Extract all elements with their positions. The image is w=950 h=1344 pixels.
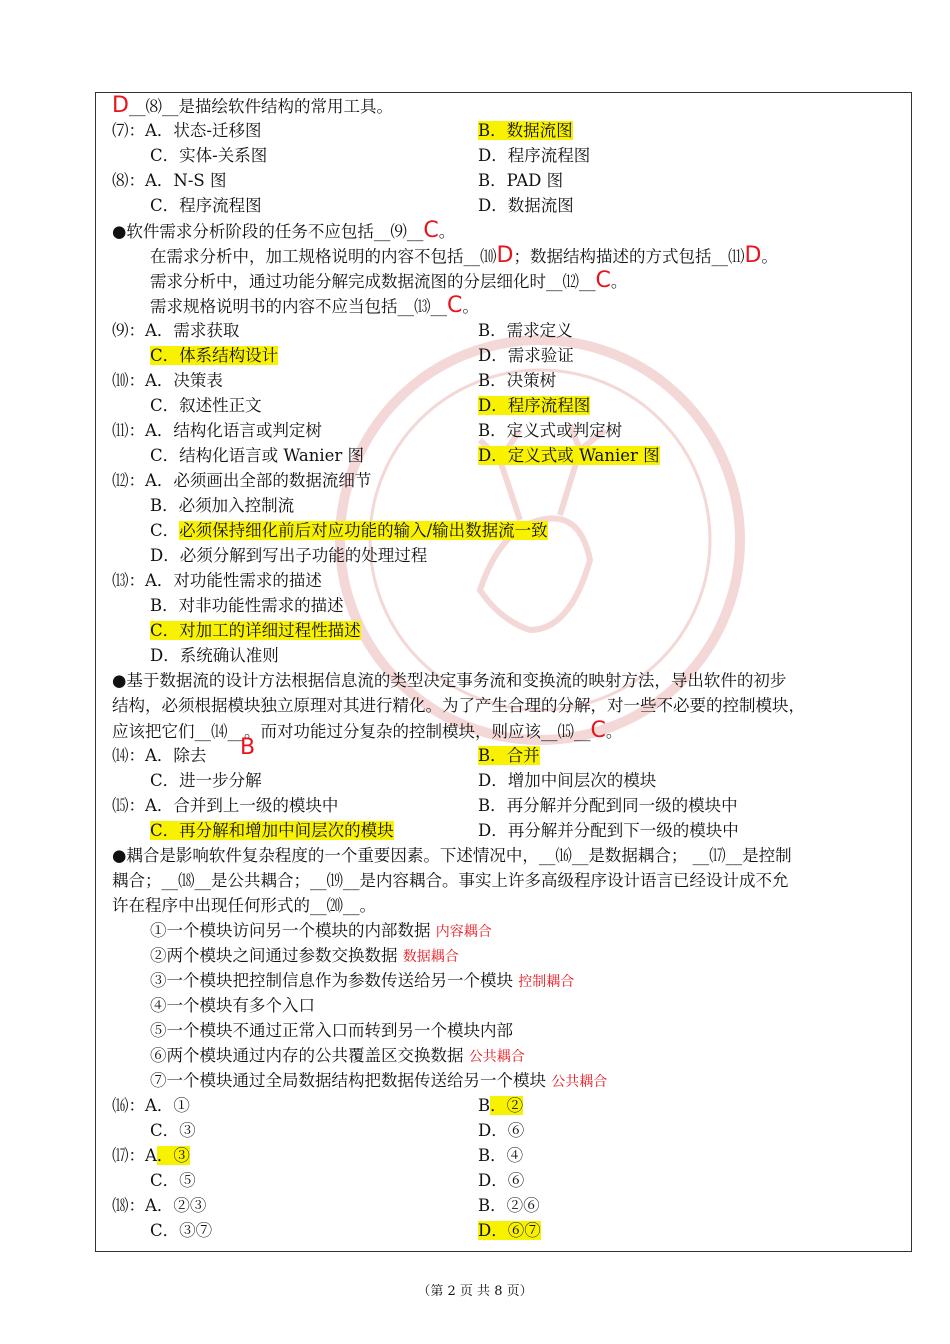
text-line xyxy=(150,520,548,542)
text-run: D．再分解并分配到下一级的模块中 xyxy=(478,821,739,840)
highlighted-answer: ．② xyxy=(490,1096,524,1115)
text-line xyxy=(150,395,262,417)
text-run: C．⑤ xyxy=(150,1171,196,1190)
text-line xyxy=(240,737,255,760)
text-run: B．决策树 xyxy=(478,371,557,390)
text-run: ③一个模块把控制信息作为参数传送给另一个模块 xyxy=(150,971,519,990)
page-footer: （第 2 页 共 8 页） xyxy=(417,1284,533,1299)
text-line xyxy=(150,445,364,467)
text-run: ●耦合是影响软件复杂程度的一个重要因素。下述情况中，__⒃__是数据耦合； __⒄__是控制 xyxy=(112,846,792,865)
text-line xyxy=(150,620,361,642)
text-line xyxy=(112,745,206,767)
handwritten-annotation: 公共耦合 xyxy=(551,1074,608,1090)
text-line xyxy=(112,1195,206,1217)
handwritten-annotation: B xyxy=(240,735,256,760)
text-run: ⑼：A．需求获取 xyxy=(112,321,240,340)
text-line xyxy=(150,270,627,293)
text-run: ⒄：A xyxy=(112,1146,157,1165)
text-line xyxy=(150,1070,607,1093)
text-run: B xyxy=(478,1096,491,1115)
highlighted-answer: C．对加工的详细过程性描述 xyxy=(150,621,361,640)
text-run: C．程序流程图 xyxy=(150,196,262,215)
text-run: 。 xyxy=(438,222,456,241)
text-run: 。 xyxy=(761,247,778,266)
text-line xyxy=(150,970,574,993)
text-line xyxy=(150,820,394,842)
text-run: B．对非功能性需求的描述 xyxy=(150,596,344,615)
highlighted-answer: D．⑥⑦ xyxy=(478,1221,541,1240)
text-line xyxy=(150,295,479,318)
handwritten-annotation: 控制耦合 xyxy=(518,974,575,990)
text-line xyxy=(112,870,789,892)
text-line xyxy=(478,1220,541,1242)
text-line xyxy=(478,820,739,842)
text-line xyxy=(150,645,279,667)
text-run: C．进一步分解 xyxy=(150,771,262,790)
highlighted-answer: 必须保持细化前后对应功能的输入/输出数据流一致 xyxy=(179,521,548,540)
text-run: 应该把它们__⒁__。而对功能过分复杂的控制模块，则应该__⒂__ xyxy=(112,722,591,741)
text-line xyxy=(478,345,574,367)
text-line xyxy=(150,1220,212,1242)
text-run: C．实体-关系图 xyxy=(150,146,268,165)
text-line xyxy=(478,770,656,792)
text-line xyxy=(478,395,590,417)
highlighted-answer: B．合并 xyxy=(478,746,540,765)
text-run: 许在程序中出现任何形式的__⒇__。 xyxy=(112,896,376,915)
text-run: D．数据流图 xyxy=(478,196,574,215)
text-run: B．定义式或判定树 xyxy=(478,421,623,440)
text-run: D．程序流程图 xyxy=(478,146,591,165)
handwritten-annotation: C xyxy=(590,718,606,743)
handwritten-annotation: D xyxy=(112,93,129,118)
text-line xyxy=(112,1095,190,1117)
text-line xyxy=(478,320,573,342)
text-run: D．系统确认准则 xyxy=(150,646,279,665)
text-run: B．再分解并分配到同一级的模块中 xyxy=(478,796,738,815)
text-run: 结构，必须根据模块独立原理对其进行精化。为了产生合理的分解，对一些不必要的控制模块， xyxy=(112,696,805,715)
text-line xyxy=(112,845,792,867)
text-line xyxy=(150,495,294,517)
text-line xyxy=(478,1170,524,1192)
text-run: D．⑥ xyxy=(478,1171,525,1190)
text-run: ⑥两个模块通过内存的公共覆盖区交换数据 xyxy=(150,1046,469,1065)
text-line xyxy=(478,170,563,192)
text-run: B．PAD 图 xyxy=(478,171,564,190)
text-line xyxy=(150,1020,513,1042)
text-line xyxy=(112,695,805,717)
text-line xyxy=(112,570,322,592)
text-line xyxy=(150,920,492,943)
handwritten-annotation: 数据耦合 xyxy=(402,949,459,965)
text-line xyxy=(150,995,315,1017)
text-line xyxy=(150,145,267,167)
handwritten-annotation: C xyxy=(447,293,463,318)
text-run: ⑻：A．N-S 图 xyxy=(112,171,227,190)
text-run: ⒂：A．合并到上一级的模块中 xyxy=(112,796,339,815)
handwritten-annotation: 公共耦合 xyxy=(468,1049,525,1065)
text-line xyxy=(478,445,660,467)
text-run: ⑾：A．结构化语言或判定树 xyxy=(112,421,322,440)
text-line xyxy=(478,195,574,217)
text-line xyxy=(478,795,738,817)
text-run: 需求分析中，通过功能分解完成数据流图的分层细化时__⑿__ xyxy=(150,272,596,291)
text-line xyxy=(112,120,262,142)
handwritten-annotation: C xyxy=(595,268,611,293)
text-line xyxy=(478,745,540,767)
text-run: C． xyxy=(150,521,180,540)
text-run: ；数据结构描述的方式包括__⑾ xyxy=(513,247,745,266)
text-run: ⒃：A．① xyxy=(112,1096,190,1115)
text-run: 在需求分析中，加工规格说明的内容不包括__⑽ xyxy=(150,247,497,266)
text-run: ⑽：A．决策表 xyxy=(112,371,223,390)
highlighted-answer: C．体系结构设计 xyxy=(150,346,279,365)
text-line xyxy=(112,795,338,817)
highlighted-answer: B．数据流图 xyxy=(478,121,573,140)
text-line xyxy=(478,1095,523,1117)
text-run: ⑤一个模块不通过正常入口而转到另一个模块内部 xyxy=(150,1021,513,1040)
text-line xyxy=(112,720,622,743)
text-run: B．必须加入控制流 xyxy=(150,496,295,515)
text-run: __⑻__是描绘软件结构的常用工具。 xyxy=(128,97,393,116)
text-line xyxy=(112,670,786,692)
text-run: ②两个模块之间通过参数交换数据 xyxy=(150,946,403,965)
text-line xyxy=(112,895,376,917)
text-run: C．结构化语言或 Wanier 图 xyxy=(150,446,365,465)
text-line xyxy=(150,945,459,968)
text-run: ⑿：A．必须画出全部的数据流细节 xyxy=(112,471,372,490)
text-run: 。 xyxy=(605,722,623,741)
text-line xyxy=(112,1145,190,1167)
text-line xyxy=(112,470,371,492)
text-run: C．③ xyxy=(150,1121,196,1140)
text-run: C．叙述性正文 xyxy=(150,396,262,415)
text-line xyxy=(478,120,573,142)
text-line xyxy=(150,245,778,268)
text-run: ⒀：A．对功能性需求的描述 xyxy=(112,571,322,590)
text-line xyxy=(150,770,262,792)
text-run: C．③⑦ xyxy=(150,1221,213,1240)
text-line xyxy=(112,320,239,342)
text-line xyxy=(150,1120,196,1142)
text-run: ●基于数据流的设计方法根据信息流的类型决定事务流和变换流的映射方法，导出软件的初步 xyxy=(112,671,787,690)
highlighted-answer: D．定义式或 Wanier 图 xyxy=(478,446,660,465)
text-run: 耦合；__⒅__是公共耦合；__⒆__是内容耦合。事实上许多高级程序设计语言已经设计成不允 xyxy=(112,871,789,890)
text-line xyxy=(112,420,322,442)
text-line xyxy=(478,145,590,167)
text-line xyxy=(478,420,622,442)
text-run: B．需求定义 xyxy=(478,321,573,340)
text-line xyxy=(150,1170,196,1192)
text-line xyxy=(112,220,455,243)
handwritten-annotation: 内容耦合 xyxy=(435,924,492,940)
handwritten-annotation: D xyxy=(496,243,514,268)
text-run: D．增加中间层次的模块 xyxy=(478,771,657,790)
text-run: ⒅：A．②③ xyxy=(112,1196,207,1215)
text-run: D．必须分解到写出子功能的处理过程 xyxy=(150,546,428,565)
text-line xyxy=(150,195,262,217)
text-run: D．需求验证 xyxy=(478,346,574,365)
text-line xyxy=(478,1120,524,1142)
handwritten-annotation: C xyxy=(423,218,439,243)
text-line xyxy=(112,370,223,392)
text-run: ⒁：A．除去 xyxy=(112,746,207,765)
highlighted-answer: ．③ xyxy=(156,1146,190,1165)
text-line xyxy=(478,370,556,392)
text-run: B．④ xyxy=(478,1146,524,1165)
text-line xyxy=(112,95,393,118)
text-run: 需求规格说明书的内容不应当包括__⒀__ xyxy=(150,297,447,316)
text-run: 。 xyxy=(462,297,479,316)
text-run: ④一个模块有多个入口 xyxy=(150,996,315,1015)
text-run: D．⑥ xyxy=(478,1121,525,1140)
text-line xyxy=(150,1045,525,1068)
text-line xyxy=(150,545,427,567)
text-run: B．②⑥ xyxy=(478,1196,540,1215)
text-run: 。 xyxy=(610,272,628,291)
text-line xyxy=(150,595,344,617)
text-run: ●软件需求分析阶段的任务不应包括__⑼__ xyxy=(112,222,424,241)
text-line xyxy=(112,170,226,192)
highlighted-answer: C．再分解和增加中间层次的模块 xyxy=(150,821,394,840)
text-line xyxy=(150,345,278,367)
highlighted-answer: D．程序流程图 xyxy=(478,396,591,415)
text-line xyxy=(478,1195,540,1217)
text-run: ①一个模块访问另一个模块的内部数据 xyxy=(150,921,436,940)
text-line xyxy=(478,1145,523,1167)
text-run: ⑦一个模块通过全局数据结构把数据传送给另一个模块 xyxy=(150,1071,552,1090)
text-run: ⑺：A．状态-迁移图 xyxy=(112,121,262,140)
handwritten-annotation: D xyxy=(744,243,762,268)
